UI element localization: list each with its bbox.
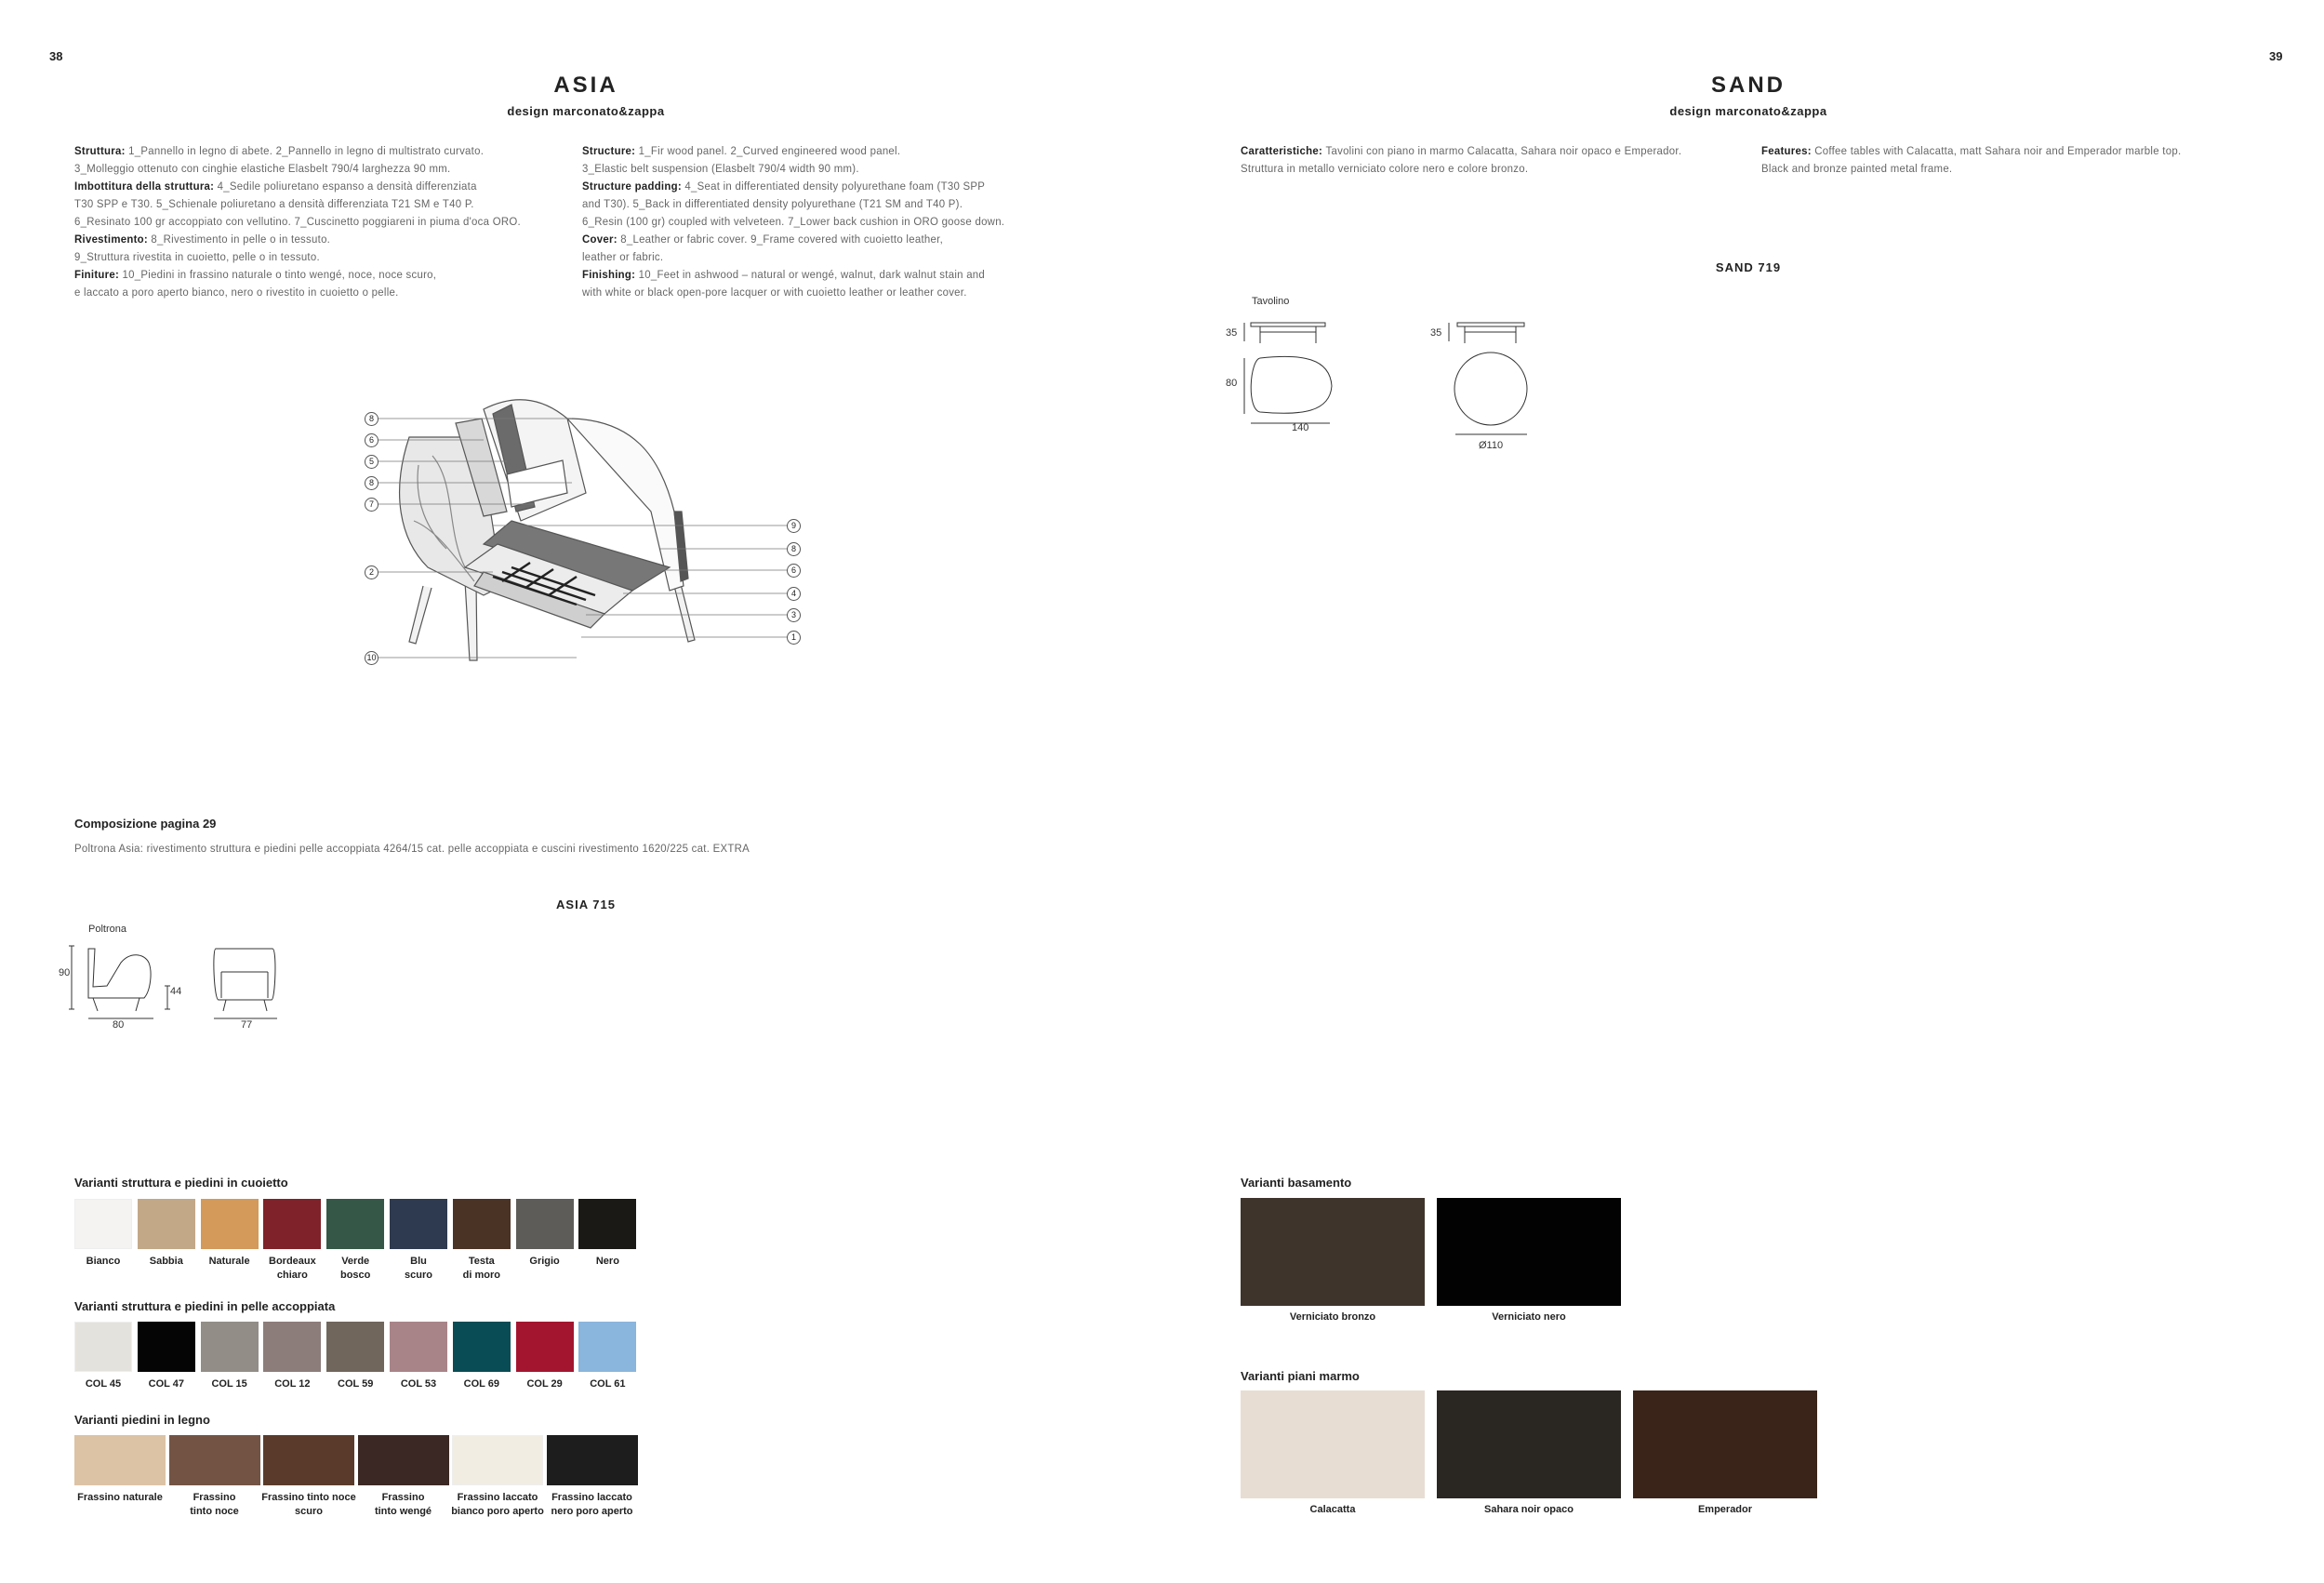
spec-it-asia-line bbox=[74, 248, 521, 266]
swatch-label: Frassino tinto wengé bbox=[374, 1492, 432, 1517]
spec-text: Struttura in metallo verniciato colore nero e colore bronzo. bbox=[1241, 162, 1529, 175]
color-swatch bbox=[326, 1322, 384, 1372]
spec-text: 5 bbox=[156, 197, 163, 210]
spec-it-asia-line bbox=[74, 178, 521, 195]
cuoietto-variants-title: Varianti struttura e piedini in cuoietto bbox=[74, 1176, 288, 1190]
callout-number: 8 bbox=[787, 542, 801, 556]
color-swatch bbox=[138, 1322, 195, 1372]
spec-it-asia-line bbox=[74, 142, 521, 160]
spec-text: 3 bbox=[74, 162, 81, 175]
color-swatch bbox=[1437, 1390, 1621, 1498]
spec-text: Rivestimento: bbox=[74, 233, 152, 246]
spec-text: _Cuscinetto poggiareni in piuma d'oca ORO. bbox=[300, 215, 521, 228]
color-swatch bbox=[390, 1322, 447, 1372]
swatch-label: Sahara noir opaco bbox=[1484, 1504, 1574, 1515]
swatch-label: COL 12 bbox=[274, 1378, 311, 1390]
callout-number: 7 bbox=[365, 498, 378, 512]
spec-text: 9 bbox=[750, 233, 757, 246]
spec-text: with white or black open-pore lacquer or with cuoietto leather or leather cover. bbox=[582, 286, 967, 299]
color-swatch bbox=[578, 1199, 636, 1249]
spec-text: Coffee tables with Calacatta, matt Sahara noir and Emperador marble top. bbox=[1814, 144, 2182, 157]
designer-asia: design marconato&zappa bbox=[507, 104, 665, 118]
spec-text: 10 bbox=[122, 268, 135, 281]
spec-text: _Frame covered with cuoietto leather, bbox=[756, 233, 944, 246]
spec-text: _Sedile poliuretano espanso a densità differenziata bbox=[223, 180, 477, 193]
dim-height-tavolino-1: 35 bbox=[1226, 327, 1238, 339]
spec-text: _Molleggio ottenuto con cinghie elastiche Elasbelt 790/4 larghezza 90 mm. bbox=[80, 162, 451, 175]
spec-text: 7 bbox=[294, 215, 301, 228]
callout-number: 8 bbox=[365, 412, 378, 426]
spec-text: Struttura: bbox=[74, 144, 129, 157]
callout-number: 4 bbox=[787, 587, 801, 601]
color-swatch bbox=[516, 1322, 574, 1372]
spec-text: Cover: bbox=[582, 233, 621, 246]
page-number-left: 38 bbox=[49, 49, 63, 63]
spec-text: Structure: bbox=[582, 144, 639, 157]
callout-number: 2 bbox=[365, 565, 378, 579]
spec-text: 2 bbox=[730, 144, 737, 157]
callout-number: 5 bbox=[365, 455, 378, 469]
spec-en-asia-line bbox=[582, 231, 1004, 248]
spec-it-asia-line bbox=[74, 284, 521, 301]
swatch-label: Verde bosco bbox=[339, 1256, 371, 1281]
color-swatch bbox=[1633, 1390, 1817, 1498]
swatch-label: Frassino tinto noce bbox=[190, 1492, 239, 1517]
spec-en-asia-line bbox=[582, 248, 1004, 266]
swatch-label: Verniciato nero bbox=[1492, 1311, 1566, 1323]
swatch-label: Sabbia bbox=[149, 1256, 183, 1267]
spec-text: _Fir wood panel. bbox=[644, 144, 731, 157]
designer-sand: design marconato&zappa bbox=[1669, 104, 1827, 118]
spec-text: 4 bbox=[684, 180, 691, 193]
spec-it-sand-line bbox=[1241, 142, 1681, 160]
spec-text: Features: bbox=[1761, 144, 1815, 157]
spec-italian-sand bbox=[1241, 142, 1681, 178]
spec-text: _Rivestimento in pelle o in tessuto. bbox=[157, 233, 331, 246]
spec-it-sand-line bbox=[1241, 160, 1681, 178]
product-title-asia: ASIA bbox=[553, 73, 618, 98]
color-swatch bbox=[74, 1435, 166, 1485]
swatch-label: Frassino tinto noce scuro bbox=[261, 1492, 356, 1517]
spec-text: _Seat in differentiated density polyurethane foam (T30 SPP bbox=[690, 180, 986, 193]
spec-en-sand-line bbox=[1761, 142, 2181, 160]
spec-text: _Struttura rivestita in cuoietto, pelle o in tessuto. bbox=[80, 250, 320, 263]
color-swatch bbox=[453, 1322, 511, 1372]
spec-text: 6 bbox=[582, 215, 589, 228]
swatch-label: COL 59 bbox=[338, 1378, 374, 1390]
spec-it-asia-line bbox=[74, 231, 521, 248]
color-swatch bbox=[516, 1199, 574, 1249]
swatch-label: Grigio bbox=[529, 1256, 560, 1267]
pelle-variants-title: Varianti struttura e piedini in pelle accoppiata bbox=[74, 1299, 336, 1313]
spec-text: 6 bbox=[74, 215, 81, 228]
page-number-right: 39 bbox=[2269, 49, 2283, 63]
callout-number: 3 bbox=[787, 608, 801, 622]
color-swatch bbox=[1437, 1198, 1621, 1306]
spec-text: Finiture: bbox=[74, 268, 123, 281]
swatch-label: COL 53 bbox=[400, 1378, 437, 1390]
dim-height-tavolino-2: 35 bbox=[1430, 327, 1442, 339]
color-swatch bbox=[201, 1322, 259, 1372]
dim-depth-poltrona: 80 bbox=[113, 1019, 125, 1031]
swatch-label: Verniciato bronzo bbox=[1289, 1311, 1376, 1323]
composition-text: Poltrona Asia: rivestimento struttura e piedini pelle accoppiata 4264/15 cat. pelle accoppiata e cuscini rivestimento 1620/225 cat. EXTRA bbox=[74, 842, 750, 855]
color-swatch bbox=[326, 1199, 384, 1249]
dim-width-poltrona: 77 bbox=[241, 1019, 253, 1031]
spec-text: leather or fabric. bbox=[582, 250, 664, 263]
color-swatch bbox=[453, 1199, 511, 1249]
spec-text: 2 bbox=[275, 144, 283, 157]
spec-en-sand-line bbox=[1761, 160, 2181, 178]
product-title-sand: SAND bbox=[1710, 73, 1786, 98]
drawing-label-poltrona: Poltrona bbox=[88, 924, 126, 935]
spec-text: 10 bbox=[638, 268, 651, 281]
color-swatch bbox=[74, 1322, 132, 1372]
callout-number: 6 bbox=[787, 564, 801, 578]
spec-text: e laccato a poro aperto bianco, nero o rivestito in cuoietto o pelle. bbox=[74, 286, 399, 299]
product-code-asia: ASIA 715 bbox=[556, 898, 616, 911]
spec-en-asia-line bbox=[582, 266, 1004, 284]
legno-variants-title: Varianti piedini in legno bbox=[74, 1413, 210, 1427]
color-swatch bbox=[358, 1435, 449, 1485]
color-swatch bbox=[263, 1322, 321, 1372]
color-swatch bbox=[390, 1199, 447, 1249]
spec-text: 3 bbox=[582, 162, 589, 175]
spec-text: Caratteristiche: bbox=[1241, 144, 1326, 157]
armchair-exploded-drawing bbox=[353, 381, 818, 716]
spec-it-asia-line bbox=[74, 213, 521, 231]
spec-text: 8 bbox=[151, 233, 158, 246]
swatch-label: Calacatta bbox=[1309, 1504, 1356, 1515]
color-swatch bbox=[578, 1322, 636, 1372]
callout-number: 9 bbox=[787, 519, 801, 533]
swatch-label: Emperador bbox=[1697, 1504, 1753, 1515]
spec-text: _Back in differentiated density polyurethane (T21 SM and T40 P). bbox=[639, 197, 963, 210]
spec-italian-asia bbox=[74, 142, 521, 301]
spec-it-asia-line bbox=[74, 160, 521, 178]
spec-en-asia-line bbox=[582, 213, 1004, 231]
swatch-label: Naturale bbox=[208, 1256, 250, 1267]
spec-text: 8 bbox=[620, 233, 627, 246]
color-swatch bbox=[74, 1199, 132, 1249]
swatch-label: Frassino naturale bbox=[77, 1492, 163, 1503]
spec-text: Structure padding: bbox=[582, 180, 685, 193]
spec-text: _Curved engineered wood panel. bbox=[737, 144, 901, 157]
spec-text: 4 bbox=[217, 180, 224, 193]
spec-text: and T30). bbox=[582, 197, 633, 210]
product-code-sand: SAND 719 bbox=[1715, 260, 1782, 274]
swatch-label: Bordeaux chiaro bbox=[269, 1256, 316, 1281]
table-dimension-drawing bbox=[1218, 312, 1553, 451]
spec-text: _Leather or fabric cover. bbox=[626, 233, 751, 246]
callout-number: 1 bbox=[787, 631, 801, 645]
dim-depth-tavolino-1: 80 bbox=[1226, 378, 1238, 389]
swatch-label: Testa di moro bbox=[462, 1256, 500, 1281]
spec-text: _Elastic belt suspension (Elasbelt 790/4 width 90 mm). bbox=[588, 162, 859, 175]
spec-text: _Piedini in frassino naturale o tinto wengé, noce, noce scuro, bbox=[134, 268, 437, 281]
color-swatch bbox=[263, 1435, 354, 1485]
color-swatch bbox=[169, 1435, 260, 1485]
spec-en-asia-line bbox=[582, 284, 1004, 301]
base-variants-title: Varianti basamento bbox=[1241, 1176, 1352, 1190]
swatch-label: Blu scuro bbox=[405, 1256, 432, 1281]
dim-diameter-tavolino-2: Ø110 bbox=[1479, 440, 1504, 451]
dim-seat-poltrona: 44 bbox=[170, 986, 182, 997]
spec-english-asia bbox=[582, 142, 1004, 301]
spec-text: Finishing: bbox=[582, 268, 639, 281]
spec-text: Tavolini con piano in marmo Calacatta, Sahara noir opaco e Emperador. bbox=[1325, 144, 1682, 157]
swatch-label: Bianco bbox=[86, 1256, 121, 1267]
spec-text: Black and bronze painted metal frame. bbox=[1761, 162, 1953, 175]
swatch-label: COL 61 bbox=[590, 1378, 626, 1390]
swatch-label: Frassino laccato bianco poro aperto bbox=[451, 1492, 544, 1517]
spec-text: _Resin (100 gr) coupled with velveteen. 7_Lower back cushion in ORO goose down. bbox=[588, 215, 1005, 228]
color-swatch bbox=[1241, 1390, 1425, 1498]
spec-text: _Pannello in legno di multistrato curvato. bbox=[282, 144, 485, 157]
callout-number: 10 bbox=[365, 651, 378, 665]
spec-text: _Schienale poliuretano a densità differenziata T21 SM e T40 P. bbox=[162, 197, 474, 210]
color-swatch bbox=[452, 1435, 543, 1485]
spec-en-asia-line bbox=[582, 178, 1004, 195]
swatch-label: Nero bbox=[595, 1256, 619, 1267]
swatch-label: Frassino laccato nero poro aperto bbox=[551, 1492, 633, 1517]
color-swatch bbox=[1241, 1198, 1425, 1306]
spec-english-sand bbox=[1761, 142, 2181, 178]
dim-width-tavolino-1: 140 bbox=[1292, 422, 1309, 433]
color-swatch bbox=[263, 1199, 321, 1249]
callout-number: 6 bbox=[365, 433, 378, 447]
callout-number: 8 bbox=[365, 476, 378, 490]
composition-title: Composizione pagina 29 bbox=[74, 817, 217, 831]
swatch-label: COL 29 bbox=[526, 1378, 563, 1390]
swatch-label: COL 15 bbox=[211, 1378, 247, 1390]
spec-text: _Pannello in legno di abete. bbox=[134, 144, 276, 157]
swatch-label: COL 69 bbox=[463, 1378, 499, 1390]
spec-text: _Feet in ashwood – natural or wengé, walnut, dark walnut stain and bbox=[650, 268, 986, 281]
spec-text: 9 bbox=[74, 250, 81, 263]
spec-it-asia-line bbox=[74, 266, 521, 284]
swatch-label: COL 47 bbox=[148, 1378, 184, 1390]
color-swatch bbox=[201, 1199, 259, 1249]
spec-en-asia-line bbox=[582, 195, 1004, 213]
spec-en-asia-line bbox=[582, 142, 1004, 160]
color-swatch bbox=[138, 1199, 195, 1249]
spec-text: 1 bbox=[128, 144, 135, 157]
spec-text: _Resinato 100 gr accoppiato con vellutino. bbox=[80, 215, 295, 228]
swatch-label: COL 45 bbox=[85, 1378, 122, 1390]
spec-text: T30 SPP e T30. bbox=[74, 197, 157, 210]
spec-text: 1 bbox=[638, 144, 645, 157]
marble-variants-title: Varianti piani marmo bbox=[1241, 1369, 1360, 1383]
dim-height-poltrona: 90 bbox=[59, 967, 71, 978]
drawing-label-tavolino: Tavolino bbox=[1252, 296, 1290, 307]
spec-text: Imbottitura della struttura: bbox=[74, 180, 218, 193]
spec-text: 5 bbox=[632, 197, 640, 210]
spec-en-asia-line bbox=[582, 160, 1004, 178]
color-swatch bbox=[547, 1435, 638, 1485]
spec-it-asia-line bbox=[74, 195, 521, 213]
